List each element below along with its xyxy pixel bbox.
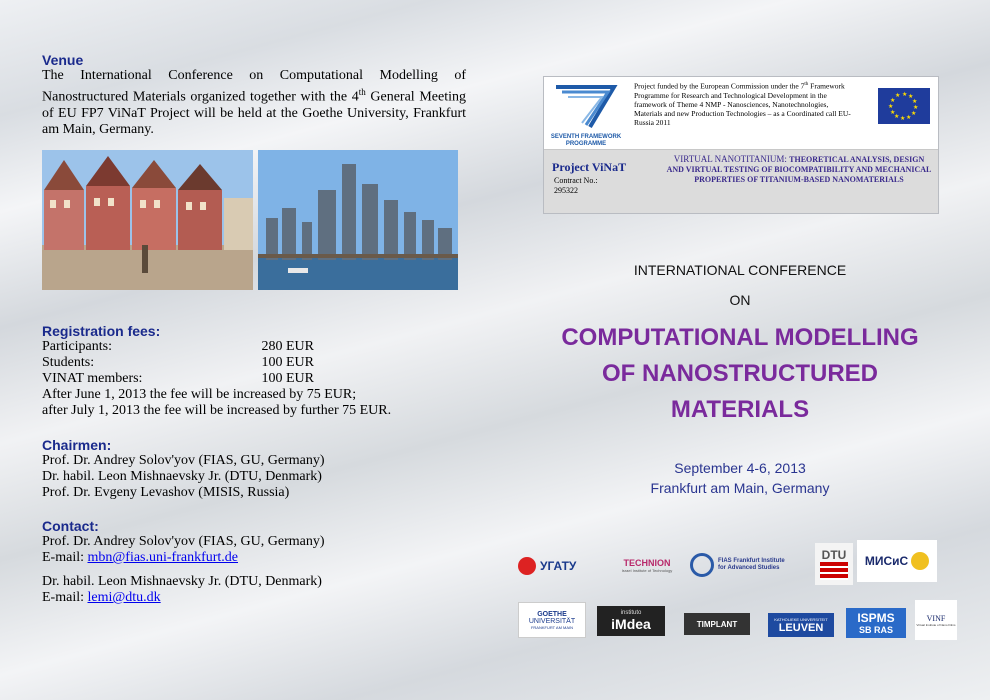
project-name: Project ViNaT [552, 160, 627, 174]
conference-line1: INTERNATIONAL CONFERENCE [633, 262, 847, 278]
funding-text [634, 80, 856, 127]
venue-text [42, 68, 466, 138]
misis-label: МИСиС [864, 554, 909, 568]
svg-text:★: ★ [913, 104, 919, 111]
dtu-stripes-icon [820, 562, 848, 580]
imdea-logo [597, 606, 665, 636]
vinat-title-a: VIRTUAL NANOTITANIUM: [673, 154, 790, 164]
svg-text:★: ★ [890, 97, 896, 104]
contract-info [554, 176, 598, 196]
conference-title [520, 320, 960, 428]
svg-text:★: ★ [902, 91, 908, 98]
svg-text:★: ★ [890, 109, 896, 116]
dtu-logo [815, 543, 853, 585]
conference-line2: ON [729, 292, 751, 308]
contact-section [42, 518, 482, 606]
fp7-logo [550, 83, 622, 145]
contract-number: 295322 [554, 186, 578, 195]
registration-section [42, 323, 482, 419]
ugatu-logo [518, 552, 590, 580]
svg-text:★: ★ [894, 113, 900, 120]
funding-text-b: Framework Programme for Research and Technological Development in the framework of Theme 4 NMP - Nanosciences, Nanotechnologies, Materials and new Production Technologies – as a Coordinated call EU-Russia 2011 [634, 81, 851, 127]
left-column [42, 52, 466, 138]
email-link-2[interactable]: lemi@dtu.dk [87, 590, 161, 605]
dtu-label: DTU [821, 548, 847, 562]
ispms-label-a: ISPMS [857, 610, 895, 625]
fee-row [42, 371, 482, 387]
technion-label: TECHNION [623, 557, 671, 568]
chairman-item: Prof. Dr. Andrey Solov'yov (FIAS, GU, Germany) [42, 453, 325, 468]
ugatu-label: УГАТУ [540, 559, 577, 573]
funding-sup: th [804, 82, 809, 87]
contract-label: Contract No.: [554, 176, 598, 185]
goethe-label-a: GOETHE [537, 610, 567, 618]
venue-text-a: The International Conference on Computational Modelling of Nanostructured Materials organized together with the 4 [42, 68, 466, 105]
registration-heading: Registration fees: [42, 323, 161, 339]
fee-note-1: After June 1, 2013 the fee will be increased by 75 EUR; [42, 387, 357, 402]
goethe-logo [518, 602, 586, 638]
fp7-line1: SEVENTH FRAMEWORK [550, 134, 622, 140]
fias-logo [690, 550, 808, 580]
conference-title-1: COMPUTATIONAL MODELLING [561, 324, 919, 351]
svg-text:★: ★ [911, 110, 917, 117]
photo-skyline [258, 150, 458, 290]
fee-row [42, 339, 482, 355]
contact-email-line-2 [42, 590, 482, 606]
technion-sub: Israel Institute of Technology [621, 567, 673, 573]
leuven-label-a: KATHOLIEKE UNIVERSITEIT [774, 616, 828, 622]
leuven-logo [768, 613, 834, 637]
svg-text:★: ★ [908, 93, 914, 100]
conference-title-2: OF NANOSTRUCTURED [602, 360, 878, 387]
conference-date: September 4-6, 2013 [674, 460, 806, 476]
vinat-title-b: THEORETICAL ANALYSIS, DESIGN AND VIRTUAL TESTING OF BIOCOMPATIBILITY AND MECHANICAL PROPERTIES OF TITANIUM-BASED NANOMATERIALS [666, 155, 932, 184]
goethe-label-c: FRANKFURT AM MAIN [530, 624, 574, 630]
email-label: E-mail: [42, 550, 88, 565]
fee-value: 100 EUR [261, 371, 314, 386]
technion-logo [612, 550, 682, 580]
timplant-label: TIMPLANT [696, 619, 738, 629]
contact-person-2: Dr. habil. Leon Mishnaevsky Jr. (DTU, Denmark) [42, 574, 322, 589]
photo-roemer [42, 150, 253, 290]
timplant-logo [684, 613, 750, 635]
leuven-label-b: LEUVEN [778, 621, 824, 634]
project-box-top [544, 77, 938, 150]
project-box [543, 76, 939, 214]
email-label: E-mail: [42, 590, 88, 605]
svg-text:★: ★ [900, 115, 906, 122]
imdea-label-a: instituto [620, 610, 642, 616]
eu-flag-icon [878, 88, 930, 124]
misis-logo [857, 540, 937, 582]
chairman-item: Prof. Dr. Evgeny Levashov (MISIS, Russia) [42, 485, 290, 500]
venue-heading: Venue [42, 52, 84, 68]
fias-emblem-icon [690, 553, 714, 577]
svg-text:★: ★ [895, 92, 901, 99]
fee-note-2: after July 1, 2013 the fee will be increased by further 75 EUR. [42, 403, 392, 418]
vinf-logo [915, 600, 957, 640]
goethe-label-b: UNIVERSITÄT [528, 617, 576, 625]
ugatu-emblem-icon [518, 557, 536, 575]
chairmen-section [42, 437, 482, 501]
misis-emblem-icon [911, 552, 929, 570]
venue-sup: th [358, 87, 366, 97]
chairmen-heading: Chairmen: [42, 437, 112, 453]
svg-text:★: ★ [906, 114, 912, 121]
fp7-seven-icon [550, 83, 622, 129]
fias-label-b: for Advanced Studies [718, 565, 780, 571]
fee-label: Participants: [42, 339, 112, 354]
svg-text:★: ★ [888, 103, 894, 110]
conference-place: Frankfurt am Main, Germany [650, 480, 830, 496]
email-link-1[interactable]: mbn@fias.uni-frankfurt.de [87, 550, 239, 565]
project-box-bottom [544, 150, 938, 213]
fee-label: Students: [42, 355, 95, 370]
vinat-title [666, 154, 932, 185]
ispms-label-b: SB RAS [858, 624, 893, 635]
imdea-label-b: iMdea [611, 616, 651, 632]
fee-value: 100 EUR [261, 355, 314, 370]
fp7-line2: PROGRAMME [565, 141, 607, 147]
contact-email-line-1 [42, 550, 482, 566]
fee-row [42, 355, 482, 371]
contact-person-1: Prof. Dr. Andrey Solov'yov (FIAS, GU, Germany) [42, 534, 325, 549]
vinf-sub: Virtual Institute of Nano Films [916, 622, 956, 627]
fp7-label [550, 134, 622, 148]
venue-text-b: General Meeting of EU FP7 ViNaT Project will be held at the Goethe University, Frankfurt am Main, Germany. [42, 89, 466, 137]
fee-value: 280 EUR [261, 339, 314, 354]
chairman-item: Dr. habil. Leon Mishnaevsky Jr. (DTU, Denmark) [42, 469, 322, 484]
conference-title-3: MATERIALS [670, 396, 810, 423]
svg-text:★: ★ [912, 98, 918, 105]
contact-heading: Contact: [42, 518, 99, 534]
fias-label-a: FIAS Frankfurt Institute [718, 558, 785, 564]
ispms-logo [846, 608, 906, 638]
conference-date-place [520, 458, 960, 498]
fee-label: VINAT members: [42, 371, 143, 386]
vinf-label: VINF [926, 613, 946, 623]
fias-label [718, 558, 785, 572]
funding-text-a: Project funded by the European Commission under the 7 [634, 81, 805, 91]
